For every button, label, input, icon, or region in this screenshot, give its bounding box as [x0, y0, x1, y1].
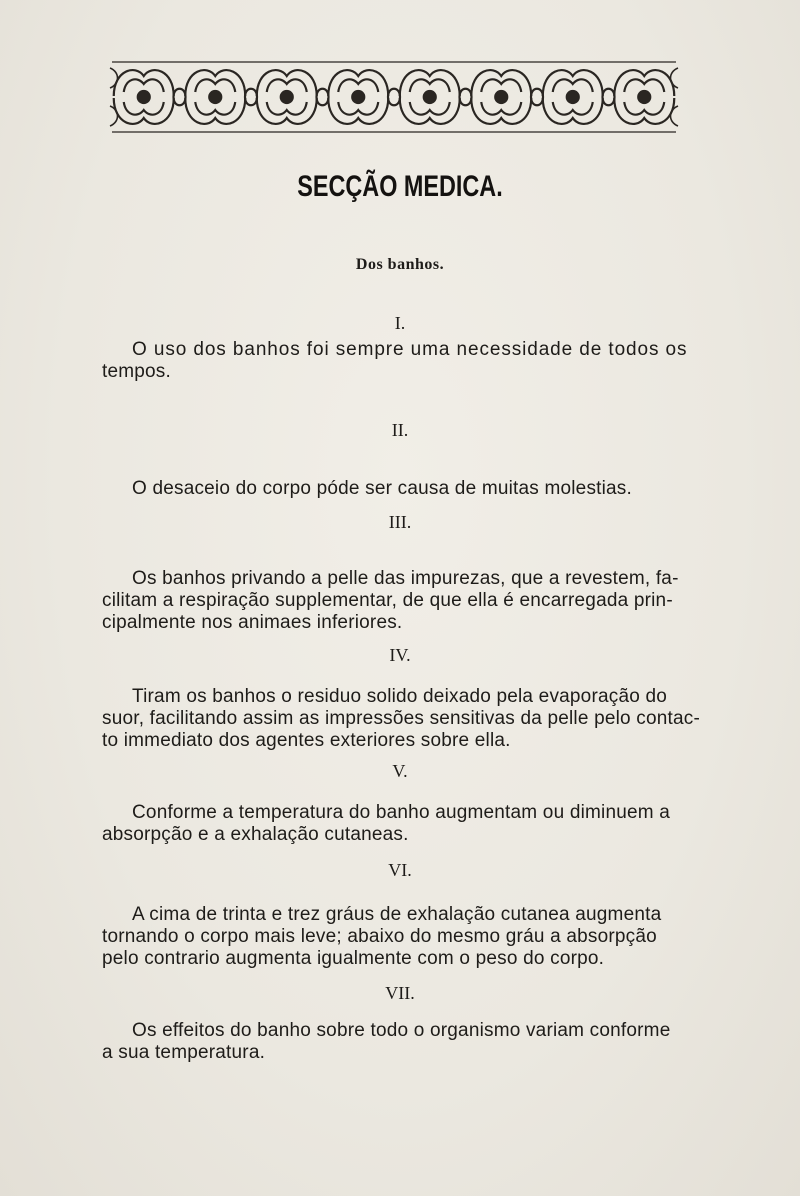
- section-numeral: I.: [394, 313, 406, 333]
- paragraph-line: tornando o corpo mais leve; abaixo do mesmo gráu a absorpção: [102, 926, 657, 947]
- section-numeral: VI.: [388, 860, 412, 880]
- paragraph-line: pelo contrario augmenta igualmente com o peso do corpo.: [102, 948, 605, 969]
- section-numeral: VII.: [385, 983, 415, 1003]
- section-paragraph: [102, 802, 671, 846]
- paragraph-line: O uso dos banhos foi sempre uma necessidade de todos os: [132, 339, 688, 360]
- paragraph-line: Tiram os banhos o residuo solido deixado pela evaporação do: [132, 686, 667, 707]
- paragraph-line: to immediato dos agentes exteriores sobre ella.: [102, 730, 511, 751]
- section-paragraph: [102, 478, 662, 500]
- paragraph-line: A cima de trinta e trez gráus de exhalação cutanea augmenta: [132, 904, 662, 925]
- paragraph-line: suor, facilitando assim as impressões sensitivas da pelle pelo contac-: [102, 708, 701, 729]
- page-title: SECÇÃO MEDICA.: [297, 170, 503, 203]
- section-subtitle: Dos banhos.: [355, 256, 445, 273]
- section-numeral: III.: [388, 512, 412, 532]
- section-paragraph: [102, 568, 679, 634]
- section-paragraph: [102, 686, 701, 752]
- section-numeral: II.: [391, 420, 409, 440]
- paragraph-line: tempos.: [102, 361, 171, 382]
- paragraph-line: Os effeitos do banho sobre todo o organismo variam conforme: [132, 1020, 671, 1041]
- decorative-scroll-border-icon: [108, 54, 680, 140]
- section-paragraph: [102, 1020, 671, 1064]
- section-paragraph: [102, 904, 662, 970]
- paragraph-line: a sua temperatura.: [102, 1042, 266, 1063]
- paragraph-line: Os banhos privando a pelle das impurezas, que a revestem, fa-: [132, 568, 679, 589]
- paragraph-line: cipalmente nos animaes inferiores.: [102, 612, 403, 633]
- paragraph-line: Conforme a temperatura do banho augmentam ou diminuem a: [132, 802, 671, 823]
- paragraph-line: cilitam a respiração supplementar, de que ella é encarregada prin-: [102, 590, 673, 611]
- section-numeral: IV.: [389, 645, 411, 665]
- paragraph-line: O desaceio do corpo póde ser causa de muitas molestias.: [132, 478, 632, 499]
- section-paragraph: [102, 339, 688, 383]
- paragraph-line: absorpção e a exhalação cutaneas.: [102, 824, 409, 845]
- section-numeral: V.: [392, 761, 408, 781]
